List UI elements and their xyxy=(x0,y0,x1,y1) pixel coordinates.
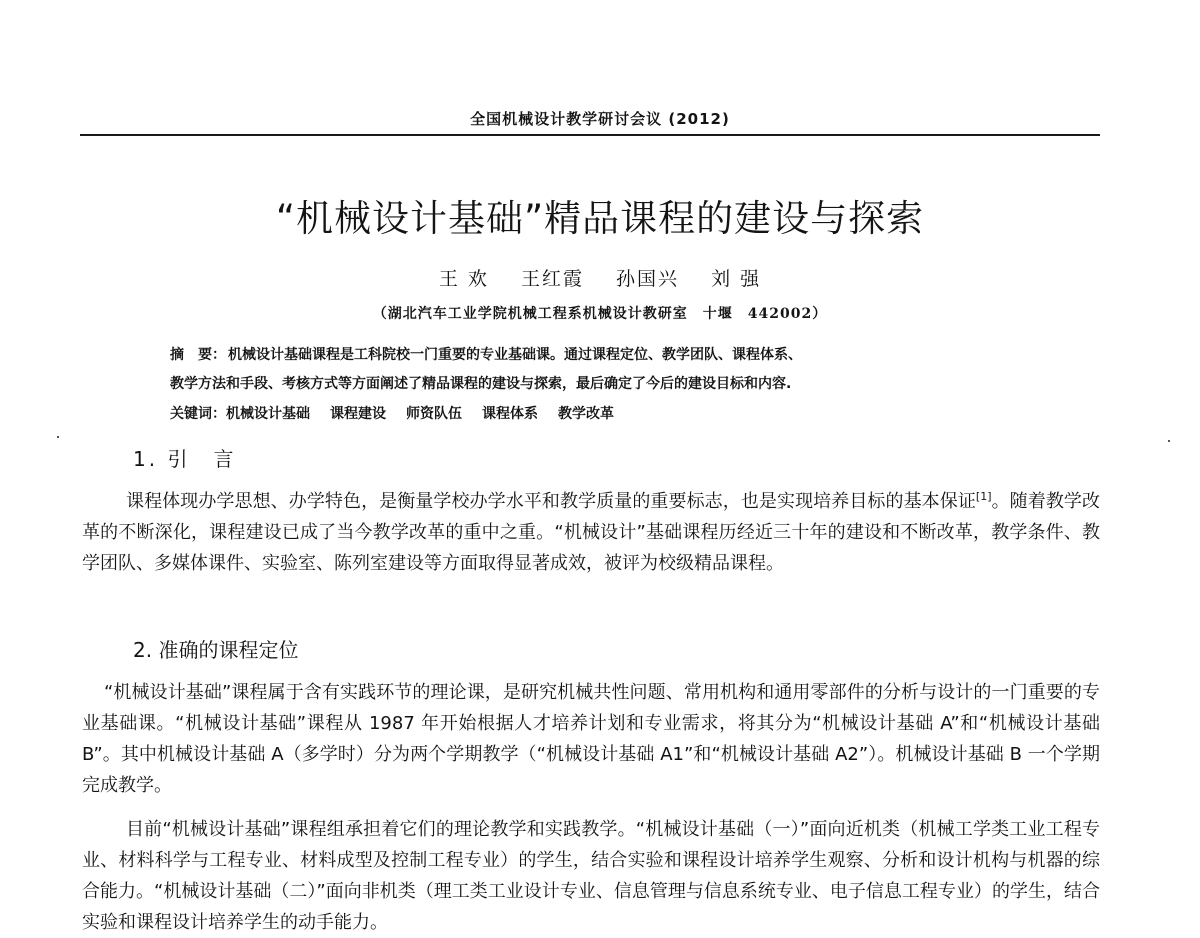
author-name: 刘 强 xyxy=(711,268,762,290)
affiliation: （湖北汽车工业学院机械工程系机械设计教研室 十堰 442002） xyxy=(372,306,828,322)
keyword: 师资队伍 xyxy=(406,406,462,422)
author-name: 孙国兴 xyxy=(616,268,680,290)
running-header: 全国机械设计教学研讨会议 (2012) xyxy=(470,110,730,128)
keyword: 教学改革 xyxy=(558,406,614,422)
citation-ref: [1] xyxy=(975,490,992,503)
section-heading-introduction: 1. 引 言 xyxy=(133,447,237,471)
paragraph-text: 。随着教学改革的不断深化，课程建设已成了当今教学改革的重中之重。“机械设计”基础课程历经近三十年的建设和不断改革，教学条件、教学团队、多媒体课件、实验室、陈列室建设等方面取得显著成效，被评为校级精品课程。 xyxy=(82,491,1100,574)
abstract-continuation: 教学方法和手段、考核方式等方面阐述了精品课程的建设与探索，最后确定了今后的建设目标和内容. xyxy=(170,376,792,392)
scan-speck xyxy=(57,436,59,438)
keyword: 课程建设 xyxy=(330,406,386,422)
paragraph-text: 课程体现办学思想、办学特色，是衡量学校办学水平和教学质量的重要标志，也是实现培养目标的基本保证 xyxy=(126,491,976,512)
abstract xyxy=(170,344,802,364)
header-rule xyxy=(80,134,1100,136)
keywords-label: 关键词： xyxy=(170,406,226,422)
section-heading-course-positioning: 2. 准确的课程定位 xyxy=(133,638,299,662)
keywords xyxy=(170,403,634,423)
abstract-text-line: 机械设计基础课程是工科院校一门重要的专业基础课。通过课程定位、教学团队、课程体系、 xyxy=(228,347,802,363)
author-name: 王红霞 xyxy=(520,268,584,290)
scan-speck xyxy=(1168,440,1170,442)
author-list xyxy=(0,264,1200,291)
keyword: 课程体系 xyxy=(482,406,538,422)
keyword: 机械设计基础 xyxy=(226,406,310,422)
body-paragraph: “机械设计基础”课程属于含有实践环节的理论课，是研究机械共性问题、常用机构和通用零部件的分析与设计的一门重要的专业基础课。“机械设计基础”课程从 1987 年开始根据人才培养计划和专业需求，将其分为“机械设计基础 A”和“机械设计基础 B”。其中机械设计基础 A（多学时）分为两个学期教学（“机械设计基础 A1”和“机械设计基础 A2”）。机械设计基础 B 一个学期完成教学。 xyxy=(82,682,1100,796)
author-name: 王 欢 xyxy=(438,268,489,290)
body-paragraph: 目前“机械设计基础”课程组承担着它们的理论教学和实践教学。“机械设计基础（一）”面向近机类（机械工学类工业工程专业、材料科学与工程专业、材料成型及控制工程专业）的学生，结合实验和课程设计培养学生观察、分析和设计机构与机器的综合能力。“机械设计基础（二）”面向非机类（理工类工业设计专业、信息管理与信息系统专业、电子信息工程专业）的学生，结合实验和课程设计培养学生的动手能力。 xyxy=(82,819,1100,933)
body-paragraph xyxy=(82,486,1100,579)
abstract-label: 摘 要： xyxy=(170,347,226,363)
paper-title: “机械设计基础”精品课程的建设与探索 xyxy=(275,197,925,240)
